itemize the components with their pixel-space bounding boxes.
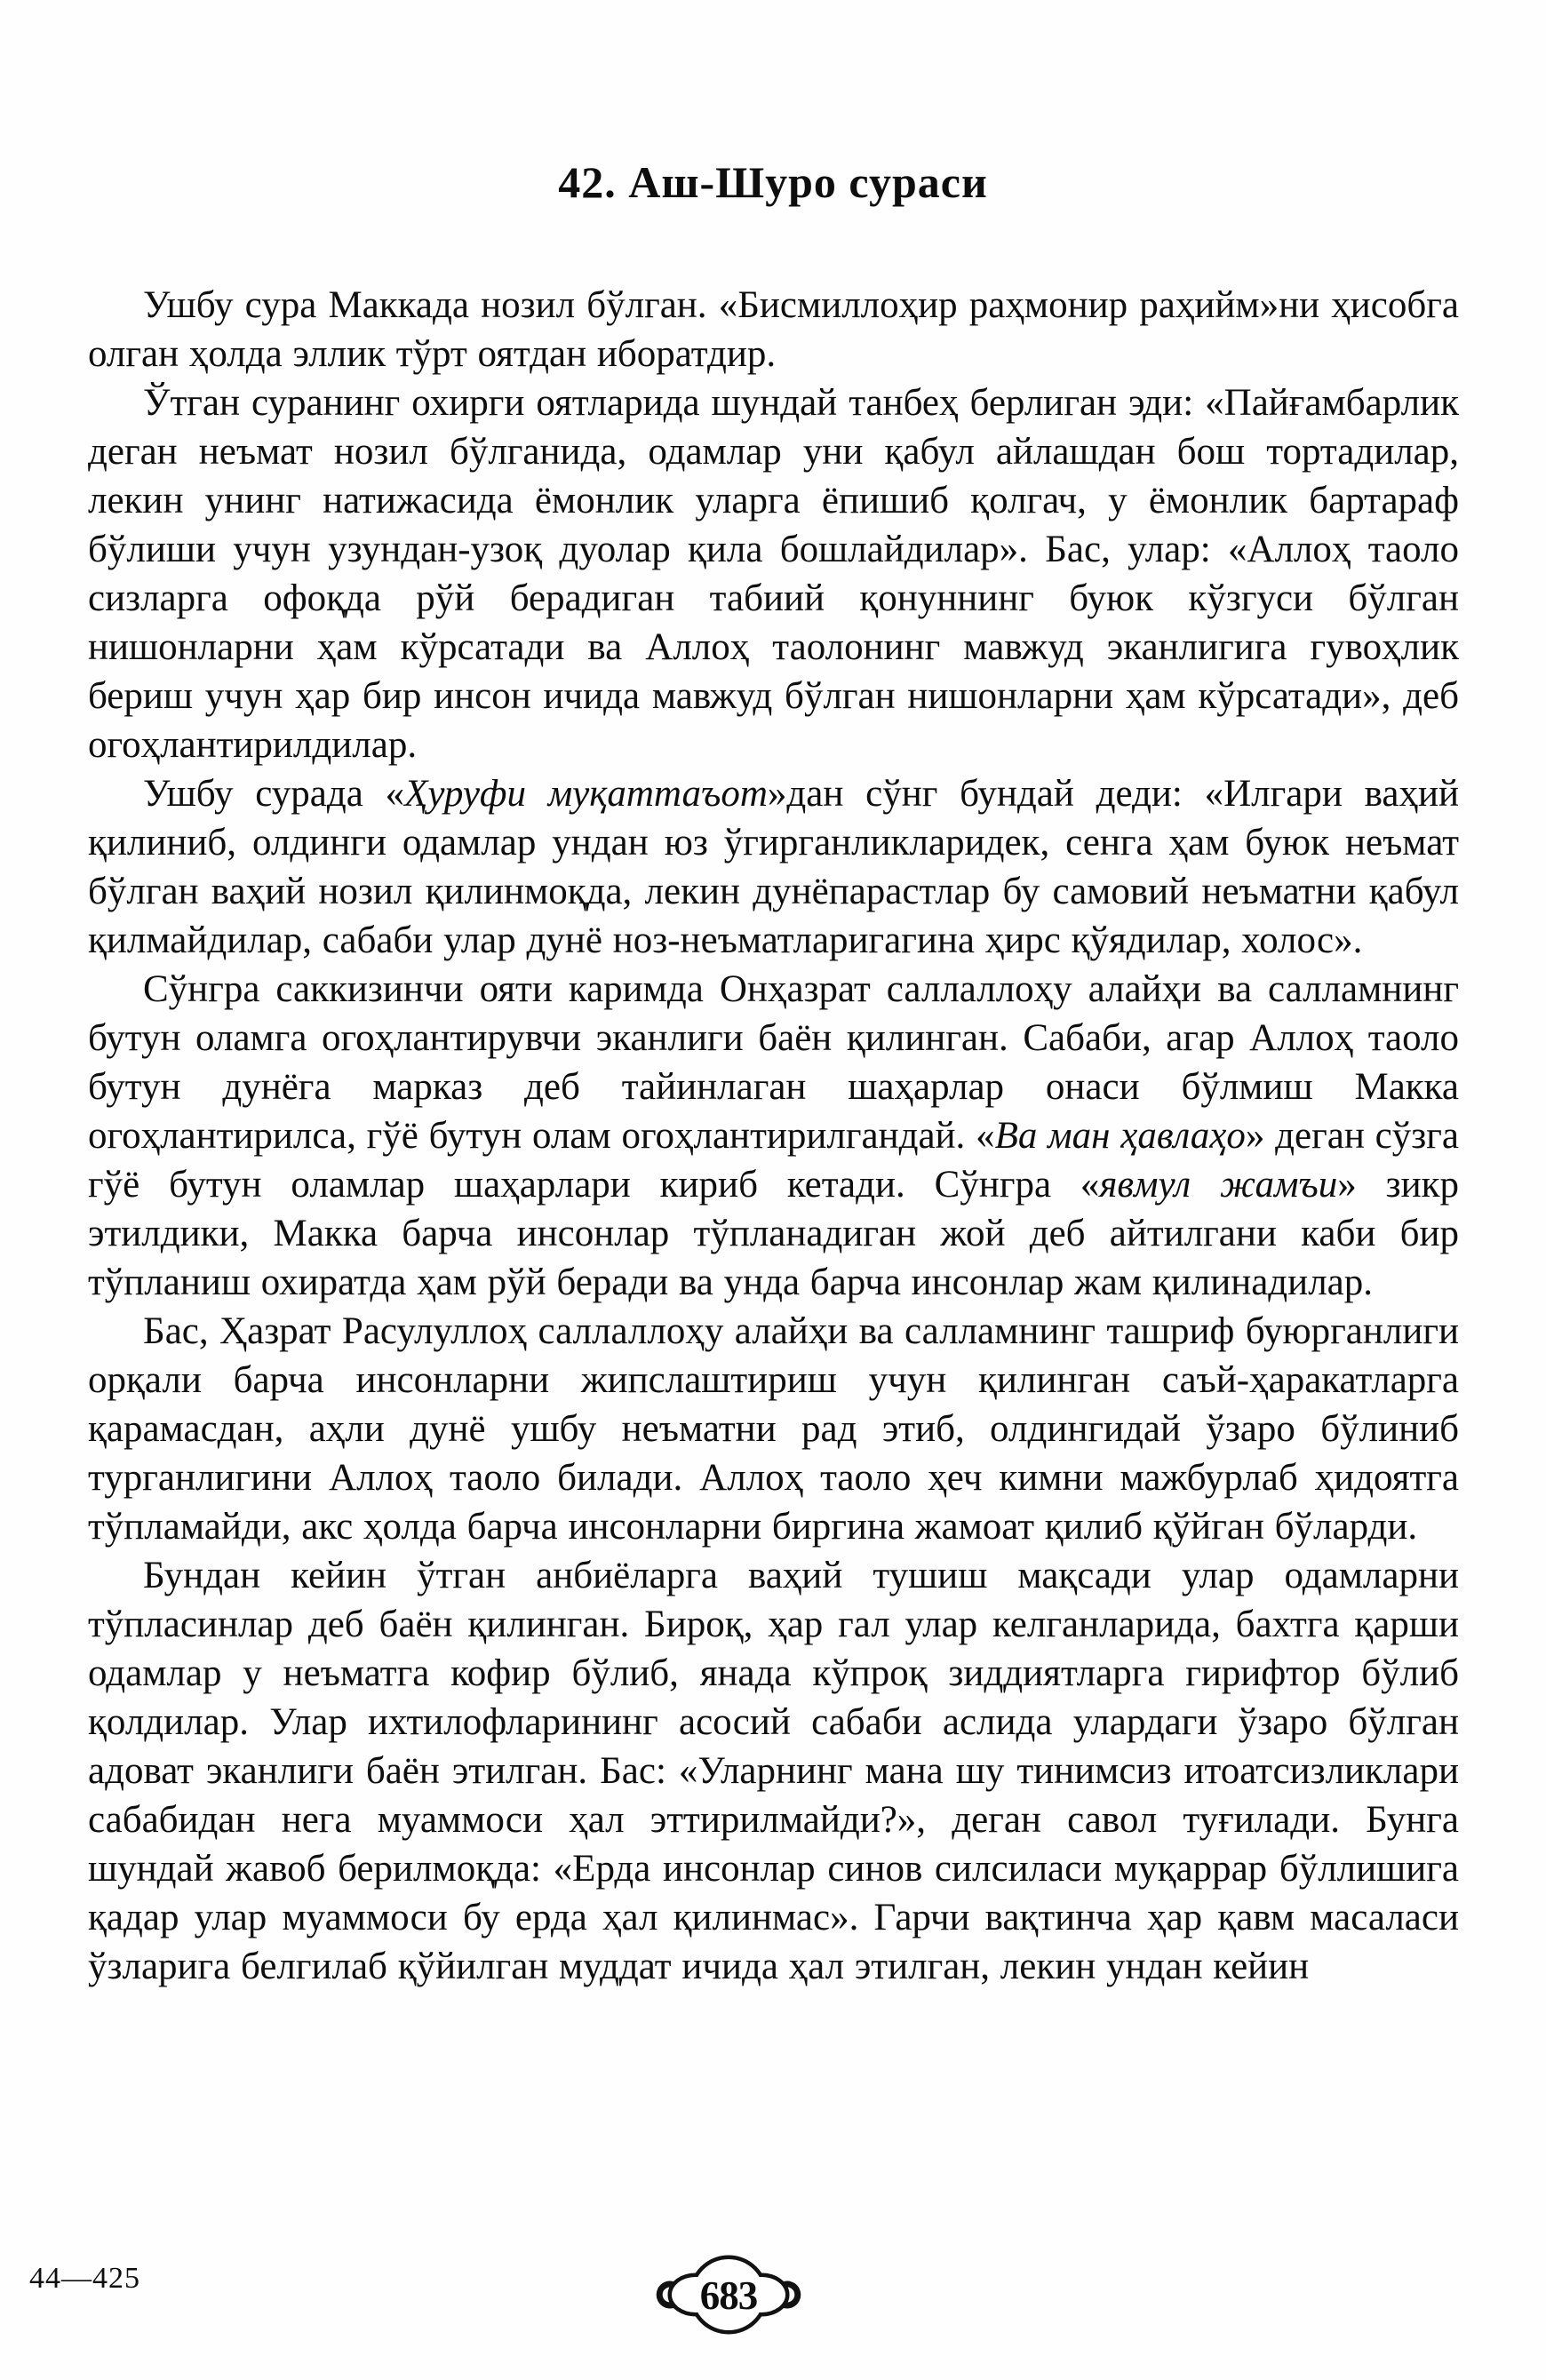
body-paragraph xyxy=(88,378,1459,769)
body-paragraph xyxy=(88,1307,1459,1551)
text-run: Сўнгра саккизинчи ояти каримда Онҳазрат саллаллоҳу алайҳи ва салламнинг бутун оламга огоҳлантирувчи эканлиги баён қилинган. Сабаби, агар Аллоҳ таоло бутун дунёга марказ деб тайинлаган шаҳарлар онаси бўлмиш Макка огоҳлантирилса, гўё бутун олам огоҳлантирилгандай. « xyxy=(88,968,1459,1157)
page-title: 42. Аш-Шуро сураси xyxy=(558,157,988,207)
body-paragraph xyxy=(88,1551,1459,1991)
text-run: Бундан кейин ўтган анбиёларга ваҳий тушиш мақсади улар одамларни тўпласинлар деб баён қилинган. Бироқ, ҳар гал улар келганларида, бахтга қарши одамлар у неъматга кофир бўлиб, янада кўпроқ зиддиятларга гирифтор бўлиб қолдилар. Улар ихтилофларининг асосий сабаби аслида улардаги ўзаро бўлган адоват эканлиги баён этилган. Бас: «Уларнинг мана шу тинимсиз итоатсизликлари сабабидан нега муаммоси ҳал эттирилмайди?», деган савол туғилади. Бунга шундай жавоб берилмоқда: «Ерда инсонлар синов силсиласи муқаррар бўллишига қадар улар муаммоси бу ерда ҳал қилинмас». Гарчи вақтинча ҳар қавм масаласи ўзларига белгилаб қўйилган муддат ичида ҳал этилган, лекин ундан кейин xyxy=(88,1555,1459,1987)
print-signature: 44—425 xyxy=(29,2262,140,2295)
text-run: » деган сўзга гўё бутун оламлар шаҳарлари кириб кетади. Сўнгра « xyxy=(88,1115,1459,1206)
italic-phrase: Ҳуруфи муқаттаъот xyxy=(404,773,768,815)
text-run: » зикр этилдики, Макка барча инсонлар тўпланадиган жой деб айтилгани каби бир тўпланиш охиратда ҳам рўй беради ва унда барча инсонлар жам қилинадилар. xyxy=(88,1164,1460,1303)
text-run: Ушбу сура Маккада нозил бўлган. «Бисмиллоҳир раҳмонир раҳийм»ни ҳисобга олган ҳолда эллик тўрт оятдан иборатдир. xyxy=(88,284,1459,375)
text-run: Ушбу сурада « xyxy=(143,773,405,815)
text-run: Ўтган суранинг охирги оятларида шундай танбеҳ берлиган эди: «Пайғамбарлик деган неъмат нозил бўлганида, одамлар уни қабул айлашдан бош тортадилар, лекин унинг натижасида ёмонлик уларга ёпишиб қолгач, у ёмонлик бартараф бўлиши учун узундан-узоқ дуолар қила бошлайдилар». Бас, улар: «Аллоҳ таоло сизларга офоқда рўй берадиган табиий қонуннинг буюк кўзгуси бўлган нишонларни ҳам кўрсатади ва Аллоҳ таолонинг мавжуд эканлигига гувоҳлик бериш учун ҳар бир инсон ичида мавжуд бўлган нишонларни ҳам кўрсатади», деб огоҳлантирилдилар. xyxy=(88,382,1459,766)
page-number: 683 xyxy=(699,2273,758,2318)
text-run: »дан сўнг бундай деди: «Илгари ваҳий қилиниб, олдинги одамлар ундан юз ўгирганликларидек, сенга ҳам буюк неъмат бўлган ваҳий нозил қилинмоқда, лекин дунёпарастлар бу самовий неъматни қабул қилмайдилар, сабаби улар дунё ноз-неъматларигагина ҳирс қўядилар, холос». xyxy=(88,773,1459,961)
body-text xyxy=(88,281,1459,1991)
page-number-ornament xyxy=(651,2251,806,2340)
italic-phrase: Ва ман ҳавлаҳо xyxy=(994,1115,1246,1157)
body-paragraph xyxy=(88,769,1459,965)
text-run: Бас, Ҳазрат Расулуллоҳ саллаллоҳу алайҳи ва салламнинг ташриф буюрганлиги орқали барча инсонларни жипслаштириш учун қилинган саъй-ҳаракатларга қарамасдан, аҳли дунё ушбу неъматни рад этиб, олдингидай ўзаро бўлиниб турганлигини Аллоҳ таоло билади. Аллоҳ таоло ҳеч кимни мажбурлаб ҳидоятга тўпламайди, акс ҳолда барча инсонларни биргина жамоат қилиб қўйган бўларди. xyxy=(88,1310,1459,1548)
body-paragraph xyxy=(88,965,1459,1307)
body-paragraph xyxy=(88,281,1459,378)
italic-phrase: явмул жамъи xyxy=(1099,1164,1338,1206)
